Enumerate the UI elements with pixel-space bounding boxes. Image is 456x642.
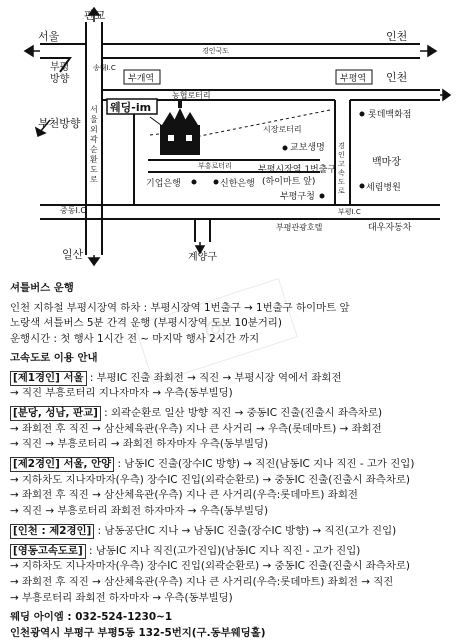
label-bupyeong-dir-2: 방향 <box>50 74 70 85</box>
label-songnae-ic: 송내I.C <box>93 64 116 72</box>
label-bupyeongyeok: 부평역 <box>340 74 367 84</box>
phone: 웨딩 아이엠 : 032-524-1230~1 <box>10 611 173 624</box>
label-seoul: 서울 <box>38 30 60 43</box>
route-line: → 부흥로터리 좌회전 하자마자 → 우측(동부빌딩) <box>10 591 233 604</box>
label-exit1: 부평시장역 1번출구 <box>258 165 337 175</box>
label-himart: (하이마트 앞) <box>262 177 316 187</box>
label-jungdong-ic: 중동I.C <box>60 206 86 215</box>
label-wedding-im: 웨딩-im <box>110 101 152 114</box>
svg-text:순: 순 <box>90 145 98 154</box>
route-line: → 좌회전 후 직진 → 삼산체육관(우측) 지나 큰 사거리(우측:롯데마트) 좌회전 → 직진 <box>10 575 394 588</box>
svg-text:도: 도 <box>338 178 345 186</box>
label-gu-office: 부평구청 <box>280 192 315 202</box>
route-line: → 좌회전 후 직진 → 삼산체육관(우측) 지나 큰 사거리 → 우측(롯데마트) → 좌회전 <box>10 422 382 435</box>
label-pangyo: 판교 <box>84 9 106 22</box>
route-line: → 직진 부흥로터리 지나자마자 → 우측(동부빌딩) <box>10 387 233 400</box>
label-market-rotary: 시장로터리 <box>263 125 302 134</box>
route-block <box>10 371 450 387</box>
route-line: : 남동공단IC 지나 → 남동IC 진출(장수IC 방향) → 직진(고가 진입) <box>94 524 397 537</box>
label-gieop-bank: 기업은행 <box>146 179 181 189</box>
shuttle-line: 인천 지하철 부평시장역 하차 : 부평시장역 1번출구 → 1번출구 하이마트 앞 <box>10 301 350 314</box>
route-block <box>10 524 450 540</box>
label-nonghyeop: 농협로터리 <box>172 91 211 100</box>
svg-text:로: 로 <box>338 187 345 195</box>
label-incheon-right: 인천 <box>386 71 408 84</box>
address: 인천광역시 부평구 부평5동 132-5번지(구.동부웨딩홀) <box>10 627 266 640</box>
label-ilsan: 일산 <box>62 248 84 261</box>
label-bupyeong-ic <box>338 207 361 216</box>
label-bupyeong-rotary: 부흥로터리 <box>198 162 232 170</box>
label-lotte: 롯데백화점 <box>368 110 412 120</box>
route-line: : 남동IC 지나 직진(고가진입)(남동IC 지나 직진 - 고가 진입) <box>85 544 361 557</box>
svg-text:서: 서 <box>90 105 98 114</box>
route-block <box>10 406 450 422</box>
label-outer-ring <box>90 104 98 184</box>
label-baekmajang: 백마장 <box>372 157 401 168</box>
svg-text:인: 인 <box>338 151 345 159</box>
shuttle-title: 셔틀버스 운행 <box>10 282 74 294</box>
route-head: [인천 : 제2경인] <box>10 524 94 539</box>
label-bucheon: 부천방향 <box>38 117 81 130</box>
route-line: : 부평IC 진출 좌회전 → 직진 → 부평시장 역에서 좌회전 <box>86 371 342 384</box>
route-head: [분당, 성남, 판교] <box>10 406 101 421</box>
label-tourist-hotel: 부평관광호텔 <box>276 223 323 232</box>
route-block <box>10 544 450 560</box>
shuttle-line: 운행시간 : 첫 행사 1시간 전 ~ 마지막 행사 2시간 까지 <box>10 333 260 346</box>
route-line: → 직진 → 부흥로터리 좌회전 하자마자 → 우측(동부빌딩) <box>10 505 269 518</box>
label-gyeyang: 계양구 <box>188 252 217 263</box>
label-kyobo: 교보생명 <box>290 143 325 153</box>
route-line: : 남동IC 진출(장수IC 방향) → 직진(남동IC 지나 직진 - 고가 진입) <box>114 458 415 471</box>
svg-text:속: 속 <box>338 169 345 177</box>
label-bupyeong-dir: 부평 <box>50 62 70 73</box>
route-line: → 지하차도 지나자마자(우측) 장수IC 진입(외곽순환로) → 중동IC 진출(진출시 좌측차로) <box>10 473 410 486</box>
svg-text:로: 로 <box>90 175 98 184</box>
label-bugaeyeok: 부개역 <box>128 74 155 84</box>
svg-text:울: 울 <box>90 115 98 124</box>
label-serim: 세림병원 <box>366 183 401 193</box>
route-head: [제2경인] 서울, 안양 <box>10 457 114 472</box>
highway-title: 고속도로 이용 안내 <box>10 351 98 364</box>
route-head: [제1경인] 서울 <box>10 371 87 386</box>
label-incheon-top: 인천 <box>386 30 408 43</box>
svg-text:도: 도 <box>90 165 98 174</box>
route-line: → 직진 → 부흥로터리 → 좌회전 하자마자 우측(동부빌딩) <box>10 438 269 451</box>
wedding-hall-icon <box>160 100 200 155</box>
svg-text:고: 고 <box>338 160 345 168</box>
svg-text:부평I.C: 부평I.C <box>338 208 361 216</box>
label-shinhan-bank: 신한은행 <box>220 179 255 189</box>
shuttle-line: 노랑색 셔틀버스 5분 간격 운행 (부평시장역 도보 10분거리) <box>10 317 282 330</box>
route-line: → 지하차도 지나자마자(우측) 장수IC 진입(외곽순환로) → 중동IC 진출(진출시 좌측차로) <box>10 560 410 573</box>
route-block <box>10 457 450 473</box>
directions-info <box>10 278 450 642</box>
svg-text:경: 경 <box>338 142 345 150</box>
location-map <box>0 0 456 270</box>
svg-text:환: 환 <box>90 155 98 164</box>
svg-text:외: 외 <box>90 125 98 134</box>
route-head: [영동고속도로] <box>10 544 86 559</box>
label-gyeongin-road: 경인국도 <box>202 47 230 55</box>
label-gyeongin-expwy <box>338 141 345 195</box>
route-line: : 외곽순환로 일산 방향 직진 → 중동IC 진출(진출시 좌측차로) <box>100 406 383 419</box>
svg-text:곽: 곽 <box>90 135 98 144</box>
route-line: → 좌회전 후 직진 → 삼산체육관(우측) 지나 큰 사거리(우측:롯데마트) 좌회전 <box>10 489 358 502</box>
label-daewoo: 대우자동차 <box>368 223 412 233</box>
watermark: ⊚ <box>134 278 298 384</box>
